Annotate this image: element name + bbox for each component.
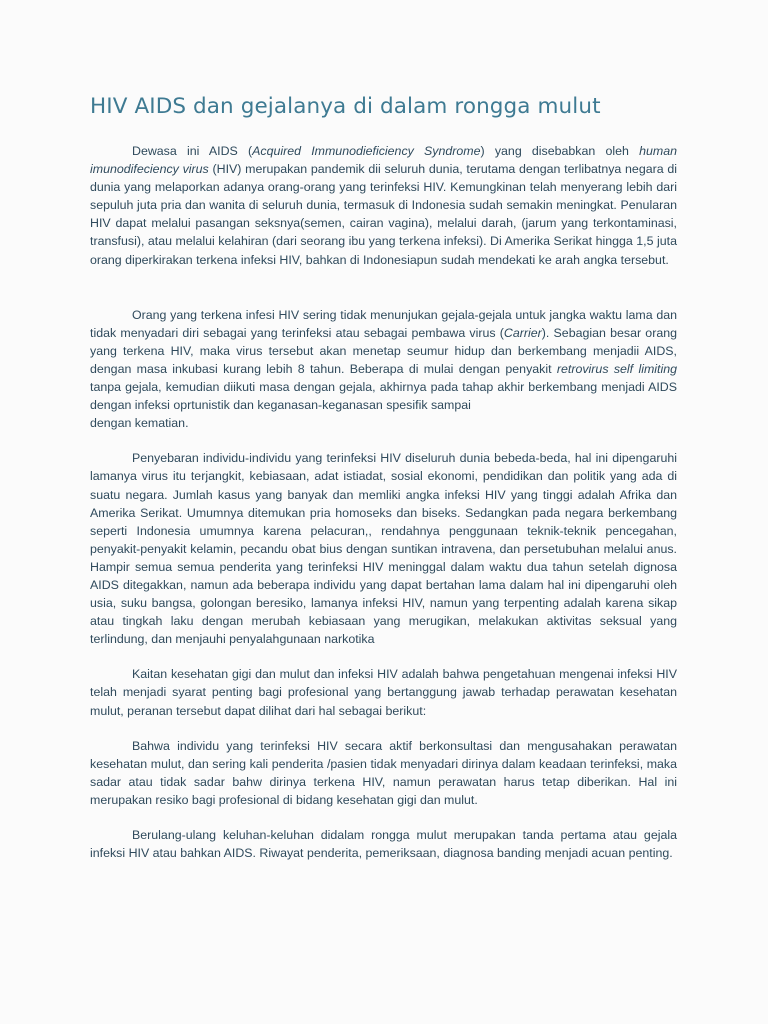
p1-text-c: ) yang disebabkan oleh	[480, 144, 640, 158]
paragraph-5: Bahwa individu yang terinfeksi HIV secara aktif berkonsultasi dan mengusahakan perawatan kesehatan mulut, dan sering kali penderita /pasien tidak menyadari dirinya dalam keadaan terinfeksi, maka sadar atau tidak sadar bahw dirinya terkena HIV, namun perawatan harus tetap diberikan. Hal ini merupakan resiko bagi profesional di bidang kesehatan gigi dan mulut.	[90, 738, 677, 807]
document-title: HIV AIDS dan gejalanya di dalam rongga mulut	[90, 94, 601, 119]
p2-text-c: ). Sebagian besar orang yang terkena HIV, maka virus tersebut akan menetap seumur hidup dan berkembang menjadii AIDS, dengan masa inkubasi kurang lebih 8 tahun. Beberapa di mulai dengan penyakit	[90, 325, 677, 376]
paragraph-4: Kaitan kesehatan gigi dan mulut dan infeksi HIV adalah bahwa pengetahuan mengenai infeksi HIV telah menjadi syarat penting bagi profesional yang bertanggung jawab terhadap perawatan kesehatan mulut, peranan tersebut dapat dilihat dari hal sebagai berikut:	[90, 667, 677, 718]
p1-italic-d: human imunodifeciency virus	[90, 144, 677, 177]
paragraph-1	[90, 142, 677, 269]
p1-text-e: (HIV) merupakan pandemik dii seluruh dunia, terutama dengan terlibatnya negara di dunia yang melaporkan adanya orang-orang yang terinfeksi HIV. Kemungkinan telah menyerang lebih dari sepuluh juta pria dan wanita di seluruh dunia, termasuk di Indonesia sudah semakin meningkat. Penularan HIV dapat melalui pasangan seksnya(semen, cairan vagina), melalui darah, (jarum yang terkontaminasi, transfusi), atau melalui kelahiran (dari seorang ibu yang terkena infeksi). Di Amerika Serikat hingga 1,5 juta orang diperkirakan terkena infeksi HIV, bahkan di Indonesiapun sudah mendekati ke arah angka tersebut.	[90, 162, 678, 267]
p2-italic-d: retrovirus self limiting	[556, 361, 677, 376]
paragraph-6: Berulang-ulang keluhan-keluhan didalam rongga mulut merupakan tanda pertama atau gejala infeksi HIV atau bahkan AIDS. Riwayat penderita, pemeriksaan, diagnosa banding menjadi acuan penting.	[90, 828, 677, 861]
p1-italic-b: Acquired Immunodieficiency Syndrome	[252, 144, 481, 158]
p2-italic-b: Carrier	[503, 325, 542, 340]
p2-text-a: Orang yang terkena infesi HIV sering tidak menunjukan gejala-gejala untuk jangka waktu lama dan tidak menyadari diri sebagai yang terinfeksi atau sebagai pembawa virus (	[90, 307, 677, 340]
paragraph-3: Penyebaran individu-individu yang terinfeksi HIV diseluruh dunia bebeda-beda, hal ini dipengaruhi lamanya virus itu terjangkit, kebiasaan, adat istiadat, sosial ekonomi, pendidikan dan politik yang ada di suatu negara. Jumlah kasus yang banyak dan memliki angka infeksi HIV yang tinggi adalah Afrika dan Amerika Serikat. Umumnya ditemukan pria homoseks dan biseks. Sedangkan pada negara berkembang seperti Indonesia umumnya karena pelacuran,, rendahnya penggunaan teknik-teknik pencegahan, penyakit-penyakit kelamin, pecandu obat bius dengan suntikan intravena, dan persetubuhan melalui anus. Hampir semua semua penderita yang terinfeksi HIV meninggal dalam waktu dua tahun setelah dignosa AIDS ditegakkan, namun ada beberapa individu yang dapat bertahan lama dalam hal ini dipengaruhi oleh usia, suku bangsa, golongan beresiko, lamanya infeksi HIV, namun yang terpenting adalah karena sikap atau tingkah laku dengan merubah kebiasaan yang merugikan, melakukan aktivitas seksual yang terlindung, dan menjauhi penyalahgunaan narkotika	[90, 451, 677, 647]
p2-text-f: dengan kematian.	[90, 416, 189, 431]
paragraph-2	[90, 306, 677, 433]
p2-text-e: tanpa gejala, kemudian diikuti masa dengan gejala, akhirnya pada tahap akhir berkembang menjadi AIDS dengan infeksi oprtunistik dan keganasan-keganasan spesifik sampai	[90, 380, 677, 413]
p1-text-a: Dewasa ini AIDS (	[132, 144, 253, 158]
